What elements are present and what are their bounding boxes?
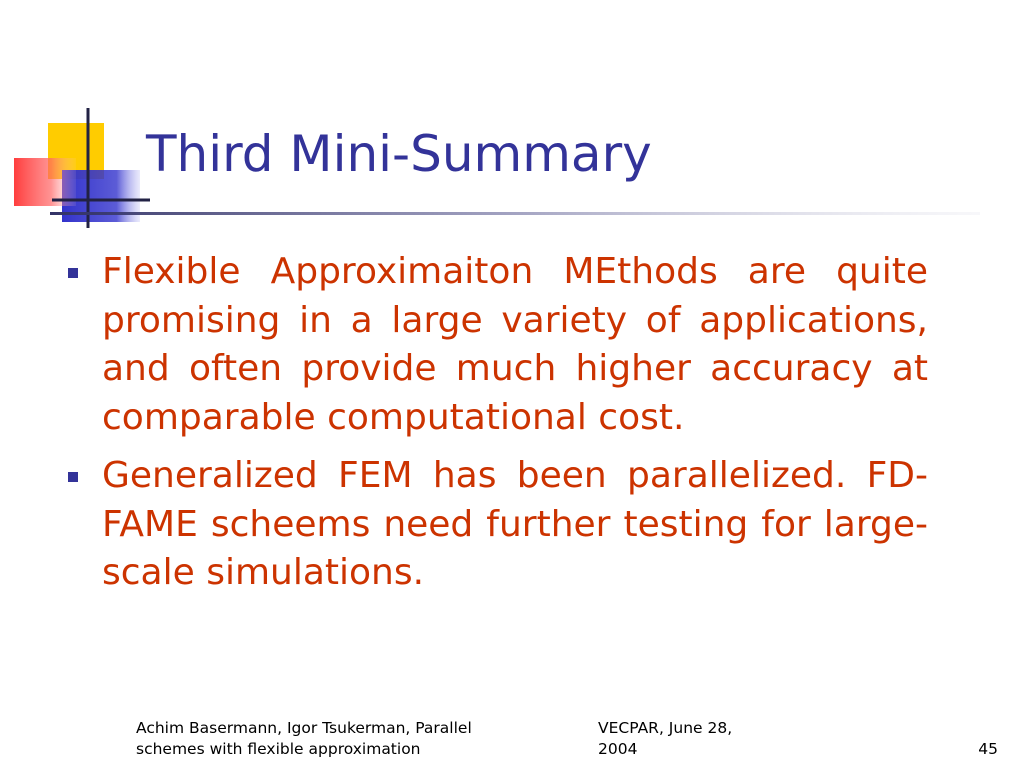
footer-authors-line2: schemes with flexible approximation bbox=[136, 740, 421, 758]
bullet-item bbox=[62, 452, 928, 598]
bullet-text: Flexible Approximaiton MEthods are quite promising in a large variety of applications, and often provide much higher accuracy at comparable computational cost. bbox=[102, 251, 928, 438]
bullet-square-icon bbox=[68, 472, 78, 482]
bullet-text: Generalized FEM has been parallelized. FD-FAME scheems need further testing for large-scale simulations. bbox=[102, 455, 928, 593]
slide-title: Third Mini-Summary bbox=[146, 125, 652, 183]
bullet-square-icon bbox=[68, 268, 78, 278]
footer-authors bbox=[136, 718, 556, 760]
page-number: 45 bbox=[978, 740, 998, 758]
bullet-item bbox=[62, 248, 928, 442]
slide-logo-icon bbox=[0, 0, 150, 240]
footer-venue bbox=[598, 718, 778, 760]
title-underline bbox=[50, 200, 980, 203]
footer-venue-line1: VECPAR, June 28, bbox=[598, 719, 733, 737]
footer-venue-line2: 2004 bbox=[598, 740, 638, 758]
footer-authors-line1: Achim Basermann, Igor Tsukerman, Parallel bbox=[136, 719, 472, 737]
bullet-list bbox=[62, 248, 928, 608]
